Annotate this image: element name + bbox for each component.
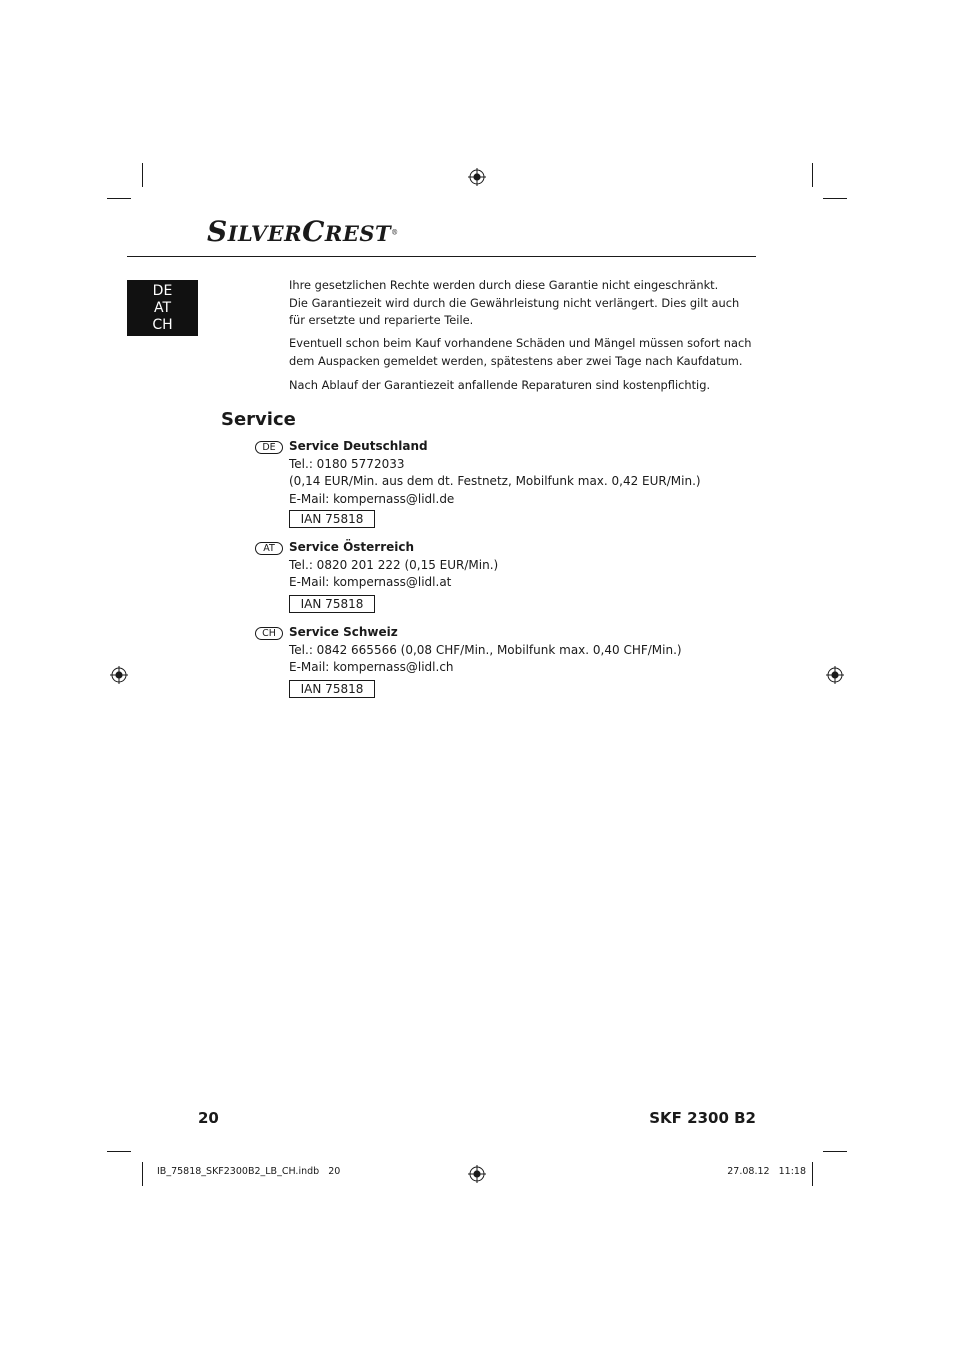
logo-initial: C (302, 215, 325, 248)
warranty-paragraph-3 (289, 377, 749, 395)
text-line: Eventuell schon beim Kauf vorhandene Schäden und Mängel müssen sofort nach (289, 336, 752, 350)
country-badge-de: DE (255, 441, 283, 454)
service-email: E-Mail: kompernass@lidl.ch (289, 660, 454, 674)
crop-mark (142, 1162, 143, 1186)
crop-mark (142, 163, 143, 187)
country-badge-at: AT (255, 542, 283, 555)
lang-at: AT (153, 299, 172, 316)
service-phone: Tel.: 0820 201 222 (0,15 EUR/Min.) (289, 557, 499, 572)
logo-text: REST (324, 221, 392, 246)
crop-mark (812, 163, 813, 187)
country-badge-ch: CH (255, 627, 283, 640)
text-line: Nach Ablauf der Garantiezeit anfallende Reparaturen sind kostenpflichtig. (289, 378, 711, 392)
ian-box: IAN 75818 (289, 595, 375, 613)
text-line: für ersetzte und reparierte Teile. (289, 313, 474, 327)
service-block-at (289, 539, 749, 592)
header-divider (127, 256, 756, 257)
service-title: Service Deutschland (289, 439, 428, 453)
print-slug-file: IB_75818_SKF2300B2_LB_CH.indb 20 (157, 1166, 341, 1177)
crop-mark (823, 1151, 847, 1152)
print-slug-date: 27.08.12 11:18 (727, 1166, 806, 1177)
service-title: Service Schweiz (289, 625, 398, 639)
service-block-de (289, 438, 749, 508)
registration-mark-icon (468, 1165, 486, 1183)
registration-mark-icon (110, 666, 128, 684)
model-number: SKF 2300 B2 (649, 1109, 756, 1127)
text-line: dem Auspacken gemeldet werden, spätestens aber zwei Tage nach Kaufdatum. (289, 353, 743, 368)
service-heading: Service (221, 409, 296, 430)
service-rate: (0,14 EUR/Min. aus dem dt. Festnetz, Mobilfunk max. 0,42 EUR/Min.) (289, 474, 701, 488)
service-email: E-Mail: kompernass@lidl.at (289, 575, 452, 589)
warranty-paragraph-2 (289, 335, 752, 370)
service-phone: Tel.: 0180 5772033 (289, 456, 405, 471)
warranty-paragraph-1 (289, 277, 749, 330)
crop-mark (107, 198, 131, 199)
service-title: Service Österreich (289, 540, 415, 554)
registration-mark-icon (468, 168, 486, 186)
page-number: 20 (198, 1109, 219, 1127)
registered-mark: ® (391, 228, 399, 237)
lang-ch: CH (152, 316, 173, 333)
service-email: E-Mail: kompernass@lidl.de (289, 491, 455, 506)
brand-logo (207, 215, 399, 248)
crop-mark (823, 198, 847, 199)
registration-mark-icon (826, 666, 844, 684)
logo-text: ILVER (227, 221, 303, 246)
text-line: Ihre gesetzlichen Rechte werden durch diese Garantie nicht eingeschränkt. (289, 278, 719, 292)
ian-box: IAN 75818 (289, 510, 375, 528)
service-block-ch (289, 624, 749, 677)
language-tab (127, 280, 198, 336)
logo-initial: S (207, 215, 228, 248)
service-phone: Tel.: 0842 665566 (0,08 CHF/Min., Mobilfunk max. 0,40 CHF/Min.) (289, 642, 682, 657)
text-line: Die Garantiezeit wird durch die Gewährleistung nicht verlängert. Dies gilt auch (289, 295, 740, 310)
crop-mark (107, 1151, 131, 1152)
crop-mark (812, 1162, 813, 1186)
ian-box: IAN 75818 (289, 680, 375, 698)
lang-de: DE (152, 282, 173, 299)
